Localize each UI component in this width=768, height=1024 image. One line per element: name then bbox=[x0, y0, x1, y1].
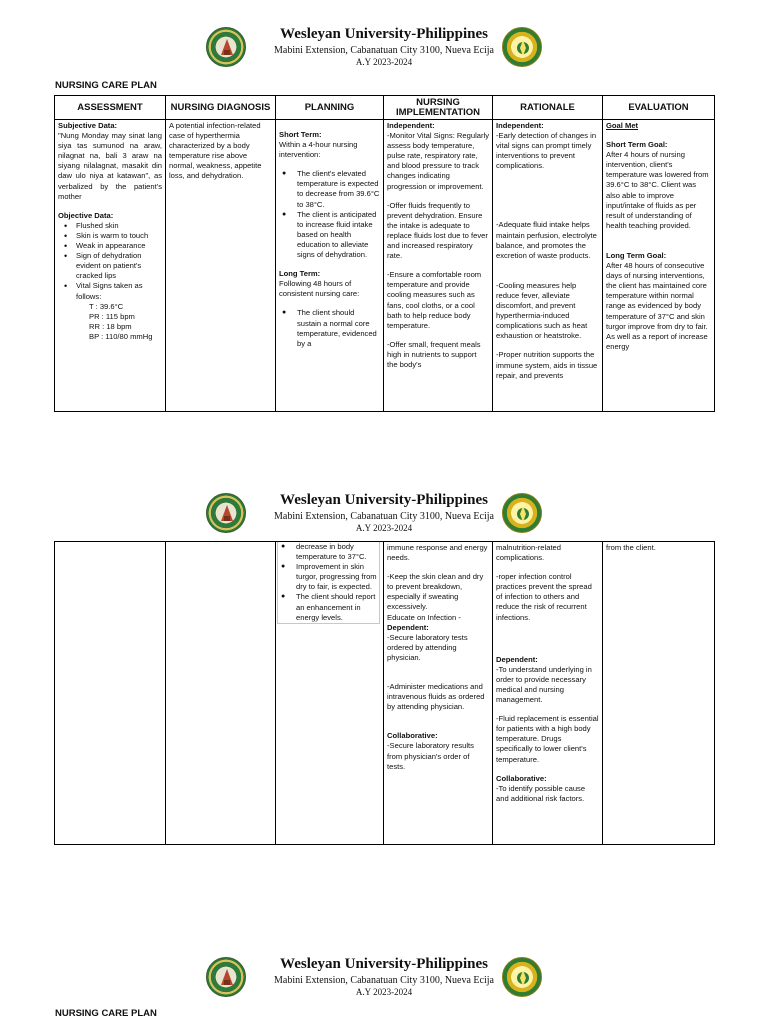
short-term-heading: Short Term: bbox=[279, 130, 322, 139]
planning-cell bbox=[276, 120, 384, 412]
subjective-heading: Subjective Data: bbox=[58, 121, 118, 130]
dependent-heading: Dependent: bbox=[496, 654, 538, 664]
implementation-item: -Secure laboratory results from physician's order of tests. bbox=[387, 741, 474, 771]
list-item: • Sign of dehydration evident on patient's cracked lips bbox=[58, 251, 162, 281]
implementation-item: -Offer fluids frequently to prevent dehydration. Ensure the intake is adequate to replace fluids lost due to fever and increased respiratory rate. bbox=[387, 200, 488, 261]
nursing-care-plan-table-page-2 bbox=[54, 541, 715, 845]
implementation-item: -Ensure a comfortable room temperature and provide cooling measures such as fans, cool cloths, or a cool bath to help reduce body temperature. bbox=[387, 270, 482, 330]
list-item: ● The client's elevated temperature is expected to decrease from 39.6°C to 38°C. bbox=[279, 169, 380, 209]
evaluation-cell bbox=[603, 542, 715, 845]
vital-respiratory-rate: RR : 18 bpm bbox=[89, 321, 132, 331]
college-seal-logo bbox=[502, 957, 542, 997]
diagnosis-cell bbox=[166, 120, 276, 412]
list-item: • Skin is warm to touch bbox=[58, 231, 162, 241]
implementation-item: -Administer medications and intravenous fluids as ordered by attending physician. bbox=[387, 682, 485, 712]
subjective-text: "Nung Monday may sinat lang siya tas sumunod na araw, nilagnat na, bali 3 araw na siyang nilalagnat, masakit din daw ulo niya at katawan", as verbalized by the patient's mother bbox=[58, 131, 162, 201]
implementation-continued: immune response and energy needs. bbox=[387, 543, 488, 563]
implementation-cell bbox=[384, 542, 493, 845]
college-seal-logo bbox=[502, 27, 542, 67]
evaluation-continued: from the client. bbox=[606, 543, 656, 552]
short-term-intro: Within a 4-hour nursing intervention: bbox=[279, 140, 358, 160]
long-term-goals-continued bbox=[278, 542, 379, 623]
short-term-goal-heading: Short Term Goal: bbox=[606, 140, 668, 150]
column-header-planning: PLANNING bbox=[276, 96, 384, 120]
nursing-care-plan-table-page-1 bbox=[54, 95, 715, 412]
assessment-cell bbox=[55, 120, 166, 412]
diagnosis-text: A potential infection-related case of hyperthermia characterized by a body temperature rise above normal, weakness, appetite loss, and dehydration. bbox=[169, 121, 262, 181]
objective-heading: Objective Data: bbox=[58, 210, 114, 220]
implementation-item: -Offer small, frequent meals high in nutrients to support the body's bbox=[387, 339, 481, 369]
vital-signs bbox=[58, 302, 162, 342]
long-term-heading: Long Term: bbox=[279, 269, 321, 279]
academic-year: A.Y 2023-2024 bbox=[355, 987, 413, 997]
vital-blood-pressure: BP : 110/80 mmHg bbox=[89, 331, 153, 341]
rationale-continued: malnutrition-related complications. bbox=[496, 543, 561, 563]
rationale-item: -To identify possible cause and additional risk factors. bbox=[496, 783, 586, 803]
assessment-cell bbox=[55, 542, 166, 845]
vital-temperature: T : 39.6°C bbox=[89, 301, 124, 311]
list-item-continued: ● decrease in body temperature to 37°C. bbox=[278, 542, 379, 562]
list-item: ● The client should report an enhancement in energy levels. bbox=[278, 592, 379, 622]
long-term-goal-heading: Long Term Goal: bbox=[606, 250, 667, 260]
independent-heading: Independent: bbox=[496, 121, 544, 130]
column-header-evaluation: EVALUATION bbox=[603, 96, 715, 120]
rationale-item: -Adequate fluid intake helps maintain perfusion, electrolyte balance, and promotes the excretion of waste products. bbox=[496, 220, 597, 260]
column-header-rationale: RATIONALE bbox=[493, 96, 603, 120]
column-header-diagnosis: NURSING DIAGNOSIS bbox=[166, 96, 276, 120]
university-address: Mabini Extension, Cabanatuan City 3100, Nueva Ecija bbox=[274, 511, 494, 522]
planning-continuation-box bbox=[277, 542, 380, 624]
implementation-item: -Keep the skin clean and dry to prevent breakdown, especially if sweating excessively. bbox=[387, 572, 484, 612]
implementation-item: Educate on Infection - bbox=[387, 612, 461, 622]
university-address: Mabini Extension, Cabanatuan City 3100, Nueva Ecija bbox=[274, 975, 494, 986]
list-item: • Weak in appearance bbox=[58, 241, 162, 251]
plan-title: NURSING CARE PLAN bbox=[55, 1008, 157, 1019]
objective-list bbox=[58, 221, 162, 302]
collaborative-heading: Collaborative: bbox=[496, 773, 547, 783]
independent-heading: Independent: bbox=[387, 121, 435, 130]
university-name: Wesleyan University-Philippines bbox=[280, 956, 488, 972]
rationale-item: -Cooling measures help reduce fever, alleviate discomfort, and prevent hyperthermia-induced complications such as heat exhaustion or heatstroke. bbox=[496, 280, 588, 341]
goal-status: Goal Met bbox=[606, 121, 639, 130]
collaborative-heading: Collaborative: bbox=[387, 731, 438, 741]
list-item: ● The client should sustain a normal core temperature, evidenced by a bbox=[279, 308, 380, 348]
university-name: Wesleyan University-Philippines bbox=[280, 492, 488, 508]
rationale-item: -To understand underlying in order to provide necessary medical and nursing management. bbox=[496, 664, 592, 705]
vital-pulse-rate: PR : 115 bpm bbox=[89, 311, 135, 321]
short-term-goal-text: After 4 hours of nursing intervention, client's temperature was lowered from 39.6°C to 38°C. Client was also able to improve input/intake of fluids as per result of understanding of health teaching provided. bbox=[606, 150, 709, 230]
implementation-cell bbox=[384, 120, 493, 412]
implementation-item: -Secure laboratory tests ordered by attending physician. bbox=[387, 632, 468, 662]
column-header-assessment: ASSESSMENT bbox=[55, 96, 166, 120]
evaluation-cell bbox=[603, 120, 715, 412]
list-item: ● The client is anticipated to increase fluid intake based on health education to alleviate signs of dehydration. bbox=[279, 210, 380, 260]
academic-year: A.Y 2023-2024 bbox=[355, 57, 413, 67]
implementation-item: -Monitor Vital Signs: Regularly assess body temperature, pulse rate, respiratory rate, and blood pressure to track changes indicating progression or improvement. bbox=[387, 131, 489, 191]
rationale-item: -Proper nutrition supports the immune system, aids in tissue repair, and prevents bbox=[496, 350, 598, 380]
rationale-cell bbox=[493, 542, 603, 845]
long-term-intro: Following 48 hours of consistent nursing care: bbox=[279, 279, 360, 299]
university-address: Mabini Extension, Cabanatuan City 3100, Nueva Ecija bbox=[274, 45, 494, 56]
academic-year: A.Y 2023-2024 bbox=[355, 523, 413, 533]
list-item: ● Improvement in skin turgor, progressing from dry to fair, is expected. bbox=[278, 562, 379, 592]
planning-cell bbox=[276, 542, 384, 845]
list-item: • Vital Signs taken as follows: bbox=[58, 281, 162, 301]
list-item: • Flushed skin bbox=[58, 221, 162, 231]
short-term-goals bbox=[279, 169, 380, 260]
plan-title: NURSING CARE PLAN bbox=[55, 80, 157, 91]
diagnosis-cell bbox=[166, 542, 276, 845]
long-term-goal-text: After 48 hours of consecutive days of nursing interventions, the client has maintained core temperature within normal range as evidenced by body temperature of 37°C and skin turgor improve from dry to fair. As well as a report of increase energy bbox=[606, 261, 708, 351]
rationale-cell bbox=[493, 120, 603, 412]
column-header-implementation: NURSING IMPLEMENTATION bbox=[384, 96, 493, 120]
rationale-item: -Early detection of changes in vital signs can prompt timely interventions to prevent complications. bbox=[496, 131, 597, 171]
dependent-heading: Dependent: bbox=[387, 622, 429, 632]
university-name: Wesleyan University-Philippines bbox=[280, 26, 488, 42]
long-term-goals bbox=[279, 308, 380, 348]
rationale-item: -roper infection control practices prevent the spread of infection to others and reduce the risk of recurrent infections. bbox=[496, 572, 592, 622]
rationale-item: -Fluid replacement is essential for patients with a high body temperature. Drugs specifically to lower client's temperature. bbox=[496, 714, 599, 764]
college-seal-logo bbox=[502, 493, 542, 533]
